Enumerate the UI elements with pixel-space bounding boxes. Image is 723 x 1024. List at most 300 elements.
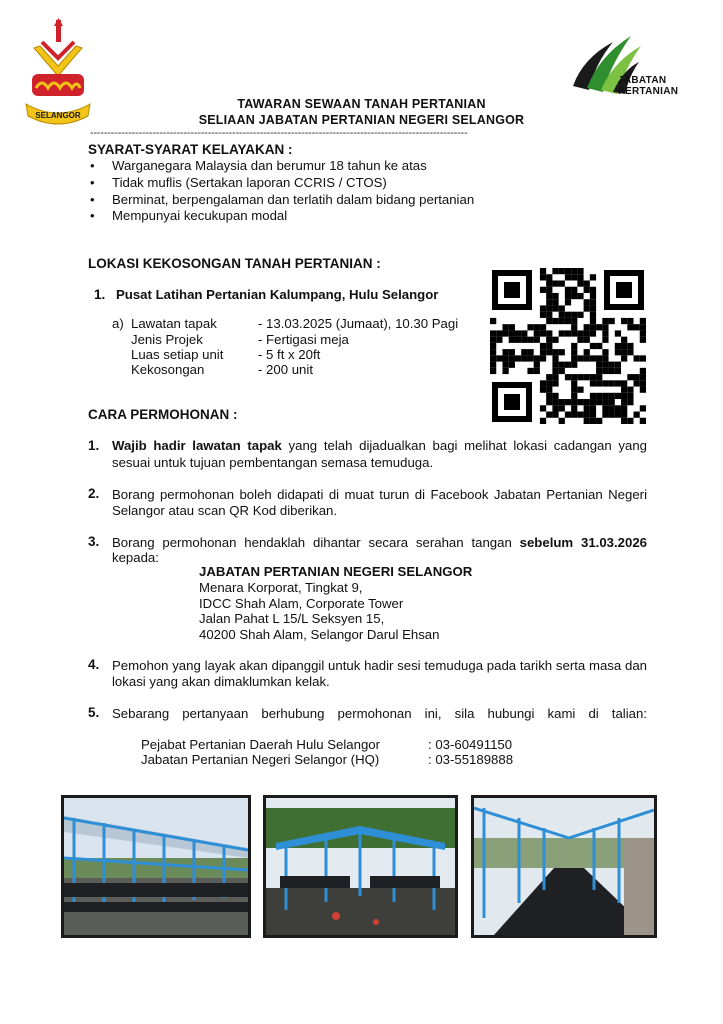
qr-module <box>540 287 546 293</box>
qr-module <box>552 355 558 361</box>
qr-module <box>546 280 552 286</box>
qr-module <box>609 318 615 324</box>
qr-module <box>577 399 583 405</box>
step2-line1: Borang permohonan boleh didapati di muat turun di Facebook Jabatan Pertanian Negeri <box>112 487 647 502</box>
eligibility-item: • Berminat, berpengalaman dan terlatih dalam bidang pertanian <box>88 192 588 209</box>
qr-module <box>540 418 546 424</box>
qr-module <box>584 299 590 305</box>
qr-module <box>502 349 508 355</box>
qr-module <box>509 330 515 336</box>
qr-module <box>590 287 596 293</box>
qr-module <box>596 324 602 330</box>
qr-module <box>565 268 571 274</box>
qr-module <box>571 312 577 318</box>
qr-module <box>634 380 640 386</box>
qr-module <box>627 324 633 330</box>
qr-module <box>577 268 583 274</box>
qr-module <box>490 343 496 349</box>
qr-module <box>509 355 515 361</box>
qr-module <box>596 399 602 405</box>
qr-module <box>590 305 596 311</box>
qr-module <box>534 337 540 343</box>
qr-module <box>609 399 615 405</box>
qr-module <box>584 337 590 343</box>
detail-value-visit: - 13.03.2025 (Jumaat), 10.30 Pagi <box>258 316 459 331</box>
qr-module <box>571 293 577 299</box>
title-line-2: SELIAAN JABATAN PERTANIAN NEGERI SELANGOR <box>198 113 525 127</box>
qr-module <box>596 418 602 424</box>
site-photo-2 <box>263 795 458 938</box>
step3-line1 <box>112 535 647 552</box>
qr-module <box>584 349 590 355</box>
qr-module <box>609 362 615 368</box>
qr-module <box>615 380 621 386</box>
qr-module <box>584 305 590 311</box>
qr-module <box>565 399 571 405</box>
qr-module <box>546 393 552 399</box>
qr-module <box>490 318 496 324</box>
qr-module <box>540 305 546 311</box>
qr-module <box>590 312 596 318</box>
step5-number: 5. <box>88 705 100 720</box>
qr-module <box>584 399 590 405</box>
eligibility-list <box>88 158 588 225</box>
qr-module <box>590 274 596 280</box>
qr-module <box>559 280 565 286</box>
qr-module <box>515 330 521 336</box>
qr-module <box>627 387 633 393</box>
qr-module <box>602 330 608 336</box>
qr-module <box>534 355 540 361</box>
qr-module <box>571 287 577 293</box>
qr-module <box>621 387 627 393</box>
qr-module <box>621 337 627 343</box>
qr-module <box>502 368 508 374</box>
detail-value-area: - 5 ft x 20ft <box>258 347 321 362</box>
address-line: 40200 Shah Alam, Selangor Darul Ehsan <box>199 627 440 642</box>
qr-module <box>490 362 496 368</box>
qr-module <box>521 355 527 361</box>
qr-module <box>565 374 571 380</box>
qr-module <box>571 268 577 274</box>
qr-module <box>565 330 571 336</box>
qr-module <box>590 293 596 299</box>
qr-module <box>571 412 577 418</box>
qr-module <box>565 362 571 368</box>
qr-module <box>571 374 577 380</box>
step3-deadline: sebelum 31.03.2026 <box>519 535 647 550</box>
qr-module <box>559 318 565 324</box>
qr-module <box>515 355 521 361</box>
location-item-title: Pusat Latihan Pertanian Kalumpang, Hulu Selangor <box>116 287 439 302</box>
qr-module <box>546 312 552 318</box>
qr-module <box>590 374 596 380</box>
qr-module <box>609 405 615 411</box>
qr-module <box>552 299 558 305</box>
qr-module <box>621 393 627 399</box>
qr-module <box>552 405 558 411</box>
qr-module <box>621 405 627 411</box>
qr-module <box>559 349 565 355</box>
qr-module <box>590 399 596 405</box>
qr-module <box>627 318 633 324</box>
qr-module <box>621 318 627 324</box>
qr-module <box>571 362 577 368</box>
qr-module <box>590 405 596 411</box>
detail-label-project: Jenis Projek <box>131 332 203 347</box>
address-line: IDCC Shah Alam, Corporate Tower <box>199 596 404 611</box>
step1-line2: sesuai untuk tujuan pembentangan semasa temuduga. <box>112 455 434 470</box>
qr-module <box>602 380 608 386</box>
location-sub-marker: a) <box>112 316 124 331</box>
qr-module <box>552 293 558 299</box>
qr-module <box>577 387 583 393</box>
step5-line1: Sebarang pertanyaan berhubung permohonan ini, sila hubungi kami di talian: <box>112 706 647 721</box>
qr-module <box>596 343 602 349</box>
qr-module <box>571 405 577 411</box>
qr-module <box>502 362 508 368</box>
qr-module <box>577 274 583 280</box>
eligibility-item: • Tidak muflis (Sertakan laporan CCRIS / CTOS) <box>88 175 588 192</box>
qr-module <box>546 337 552 343</box>
qr-module <box>627 399 633 405</box>
qr-module <box>496 355 502 361</box>
qr-module <box>546 330 552 336</box>
qr-module <box>509 362 515 368</box>
step3-text: Borang permohonan hendaklah dihantar secara serahan tangan <box>112 535 520 550</box>
qr-module <box>621 418 627 424</box>
qr-module <box>509 349 515 355</box>
qr-module <box>527 349 533 355</box>
qr-module <box>615 393 621 399</box>
detail-value-vacancy: - 200 unit <box>258 362 313 377</box>
qr-module <box>621 399 627 405</box>
qr-module <box>602 405 608 411</box>
qr-module <box>546 349 552 355</box>
qr-module <box>590 343 596 349</box>
qr-module <box>640 380 646 386</box>
qr-module <box>496 337 502 343</box>
qr-module <box>602 399 608 405</box>
step3-number: 3. <box>88 534 100 549</box>
location-item-number: 1. <box>94 287 106 302</box>
address-name: JABATAN PERTANIAN NEGERI SELANGOR <box>199 564 473 579</box>
qr-module <box>596 393 602 399</box>
qr-module <box>577 412 583 418</box>
qr-module <box>590 299 596 305</box>
step2-line2: Selangor atau scan QR Kod diberikan. <box>112 503 338 518</box>
qr-module <box>559 312 565 318</box>
qr-module <box>571 387 577 393</box>
qr-module <box>571 399 577 405</box>
qr-module <box>596 362 602 368</box>
qr-module <box>502 355 508 361</box>
qr-module <box>584 287 590 293</box>
step4-line1: Pemohon yang layak akan dipanggil untuk hadir sesi temuduga pada tarikh serta masa dan <box>112 658 647 673</box>
qr-module <box>602 412 608 418</box>
qr-module <box>571 380 577 386</box>
qr-module <box>527 324 533 330</box>
qr-module <box>552 399 558 405</box>
qr-module <box>559 305 565 311</box>
contact-name: Jabatan Pertanian Negeri Selangor (HQ) <box>141 752 380 767</box>
qr-module <box>521 337 527 343</box>
qr-module <box>609 368 615 374</box>
qr-module <box>590 318 596 324</box>
address-line: Menara Korporat, Tingkat 9, <box>199 580 363 595</box>
qr-module <box>559 268 565 274</box>
qr-module <box>602 337 608 343</box>
qr-module <box>590 324 596 330</box>
qr-module <box>571 355 577 361</box>
qr-module <box>640 368 646 374</box>
qr-module <box>627 343 633 349</box>
qr-module <box>584 412 590 418</box>
step1-line1 <box>112 438 647 455</box>
qr-module <box>565 274 571 280</box>
qr-module <box>552 280 558 286</box>
qr-module <box>577 355 583 361</box>
step4-number: 4. <box>88 657 100 672</box>
qr-module <box>490 330 496 336</box>
qr-module <box>546 274 552 280</box>
qr-module <box>590 418 596 424</box>
qr-module <box>584 330 590 336</box>
location-heading: LOKASI KEKOSONGAN TANAH PERTANIAN : <box>88 256 381 271</box>
qr-module <box>552 349 558 355</box>
title-divider: ------------------------------------------------------------------------------------------------------------- <box>90 127 468 139</box>
qr-module <box>640 387 646 393</box>
qr-module <box>540 343 546 349</box>
contact-phone: : 03-60491150 <box>428 737 513 752</box>
qr-module <box>615 405 621 411</box>
qr-module <box>571 318 577 324</box>
qr-module <box>502 330 508 336</box>
logo-right-line2: PERTANIAN <box>618 86 679 97</box>
step1-bold-text: Wajib hadir lawatan tapak <box>112 438 282 453</box>
qr-module <box>584 405 590 411</box>
qr-module <box>602 393 608 399</box>
qr-module <box>640 330 646 336</box>
qr-module <box>565 312 571 318</box>
qr-module <box>552 393 558 399</box>
qr-module <box>584 280 590 286</box>
step4-line2: lokasi yang akan dimaklumkan kelak. <box>112 674 330 689</box>
qr-module <box>540 387 546 393</box>
qr-module <box>596 355 602 361</box>
qr-module <box>559 418 565 424</box>
qr-module <box>571 330 577 336</box>
qr-module <box>515 337 521 343</box>
qr-module <box>565 287 571 293</box>
qr-module <box>590 412 596 418</box>
qr-module <box>546 387 552 393</box>
qr-module <box>546 293 552 299</box>
qr-module <box>490 368 496 374</box>
qr-module <box>627 393 633 399</box>
qr-module <box>546 287 552 293</box>
qr-module <box>577 293 583 299</box>
eligibility-item: • Warganegara Malaysia dan berumur 18 tahun ke atas <box>88 158 588 175</box>
qr-module <box>571 343 577 349</box>
qr-module <box>521 330 527 336</box>
qr-module <box>634 324 640 330</box>
qr-module <box>540 312 546 318</box>
qr-module <box>534 324 540 330</box>
logo-left-text: SELANGOR <box>35 111 81 120</box>
qr-module <box>627 418 633 424</box>
qr-module <box>502 324 508 330</box>
qr-module <box>609 412 615 418</box>
qr-module <box>621 355 627 361</box>
qr-module <box>627 349 633 355</box>
qr-module <box>546 318 552 324</box>
qr-module <box>496 330 502 336</box>
qr-module <box>534 362 540 368</box>
logo-right-line1: JABATAN <box>618 75 667 86</box>
qr-module <box>571 274 577 280</box>
qr-module <box>584 355 590 361</box>
qr-module <box>577 337 583 343</box>
qr-module <box>540 330 546 336</box>
qr-module <box>565 299 571 305</box>
qr-module <box>552 412 558 418</box>
qr-module <box>640 318 646 324</box>
qr-module <box>584 324 590 330</box>
qr-module <box>584 418 590 424</box>
qr-module <box>559 399 565 405</box>
qr-module <box>634 355 640 361</box>
qr-module <box>640 324 646 330</box>
qr-module <box>559 405 565 411</box>
qr-module <box>552 268 558 274</box>
application-heading: CARA PERMOHONAN : <box>88 407 238 422</box>
qr-module <box>552 337 558 343</box>
eligibility-item: • Mempunyai kecukupan modal <box>88 208 588 225</box>
eligibility-heading: SYARAT-SYARAT KELAYAKAN : <box>88 142 293 157</box>
step1-rest-text: yang telah dijadualkan bagi melihat lokasi cadangan yang <box>281 438 647 453</box>
qr-module <box>565 293 571 299</box>
qr-module <box>559 368 565 374</box>
qr-module <box>609 393 615 399</box>
jabatan-pertanian-logo <box>555 28 690 102</box>
qr-module <box>552 374 558 380</box>
qr-module <box>577 280 583 286</box>
qr-module <box>552 305 558 311</box>
detail-label-vacancy: Kekosongan <box>131 362 205 377</box>
qr-module <box>546 299 552 305</box>
qr-module <box>596 374 602 380</box>
qr-module <box>615 349 621 355</box>
step3-line2: kepada: <box>112 550 159 565</box>
qr-module <box>546 412 552 418</box>
qr-module <box>596 380 602 386</box>
qr-module <box>571 393 577 399</box>
contact-name: Pejabat Pertanian Daerah Hulu Selangor <box>141 737 380 752</box>
qr-module <box>640 374 646 380</box>
qr-module <box>615 330 621 336</box>
qr-module <box>540 274 546 280</box>
qr-module <box>540 268 546 274</box>
qr-module <box>640 355 646 361</box>
qr-module <box>602 362 608 368</box>
qr-module <box>490 337 496 343</box>
qr-module <box>490 349 496 355</box>
qr-module <box>596 368 602 374</box>
qr-module <box>590 355 596 361</box>
qr-module <box>546 343 552 349</box>
qr-module <box>552 362 558 368</box>
qr-module <box>540 324 546 330</box>
qr-module <box>490 355 496 361</box>
qr-module <box>534 330 540 336</box>
contact-phone: : 03-55189888 <box>428 752 514 767</box>
qr-module <box>615 343 621 349</box>
qr-module <box>634 374 640 380</box>
detail-label-visit: Lawatan tapak <box>131 316 217 331</box>
qr-module <box>521 349 527 355</box>
qr-module <box>565 318 571 324</box>
qr-module <box>621 412 627 418</box>
qr-module <box>602 324 608 330</box>
address-line: Jalan Pahat L 15/L Seksyen 15, <box>199 611 385 626</box>
qr-module <box>640 418 646 424</box>
qr-module <box>640 405 646 411</box>
qr-module <box>527 337 533 343</box>
qr-module <box>577 374 583 380</box>
site-photo-1 <box>61 795 251 938</box>
qr-module <box>627 374 633 380</box>
qr-module <box>640 337 646 343</box>
detail-value-project: - Fertigasi meja <box>258 332 349 347</box>
qr-module <box>590 393 596 399</box>
qr-module <box>621 380 627 386</box>
qr-module <box>546 380 552 386</box>
qr-module <box>546 399 552 405</box>
step2-number: 2. <box>88 486 100 501</box>
qr-module <box>571 349 577 355</box>
qr-module <box>540 355 546 361</box>
qr-module <box>621 343 627 349</box>
qr-module <box>552 368 558 374</box>
qr-module <box>534 368 540 374</box>
qr-module <box>590 330 596 336</box>
qr-module <box>615 362 621 368</box>
step1-number: 1. <box>88 438 100 453</box>
qr-module <box>540 349 546 355</box>
qr-module <box>577 312 583 318</box>
qr-module <box>527 355 533 361</box>
qr-module <box>584 374 590 380</box>
qr-module <box>546 305 552 311</box>
qr-module <box>602 318 608 324</box>
qr-module <box>552 380 558 386</box>
qr-code[interactable] <box>490 268 646 424</box>
site-photo-3 <box>471 795 657 938</box>
qr-module <box>634 412 640 418</box>
qr-module <box>615 368 621 374</box>
qr-module <box>609 380 615 386</box>
qr-module <box>559 330 565 336</box>
qr-module <box>527 368 533 374</box>
qr-module <box>540 380 546 386</box>
qr-module <box>621 349 627 355</box>
title-line-1: TAWARAN SEWAAN TANAH PERTANIAN <box>237 97 486 111</box>
qr-module <box>577 330 583 336</box>
qr-module <box>546 374 552 380</box>
qr-module <box>552 318 558 324</box>
qr-module <box>509 324 515 330</box>
